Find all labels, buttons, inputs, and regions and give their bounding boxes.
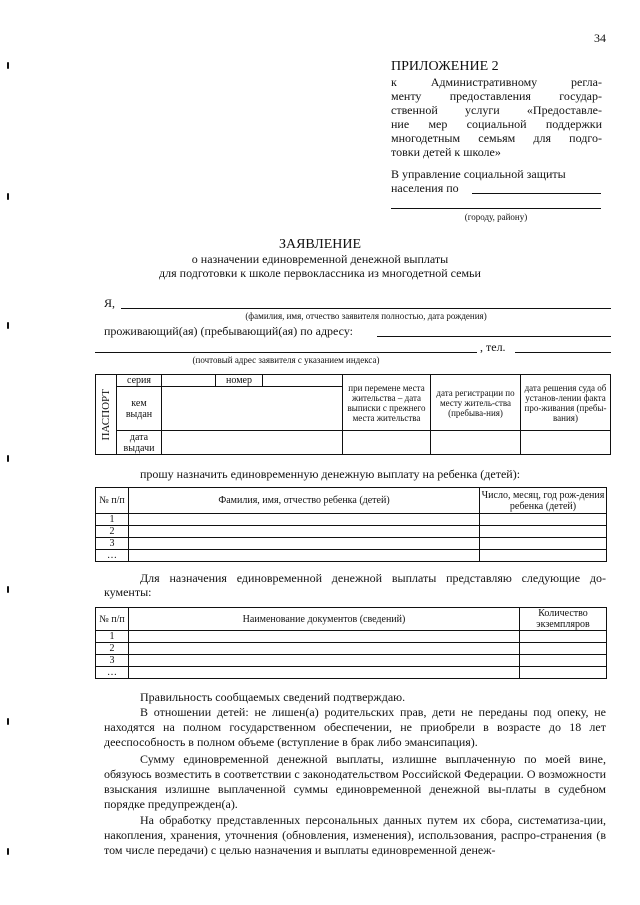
document-name-field[interactable] <box>129 655 520 667</box>
applicant-name-field[interactable] <box>121 308 611 309</box>
addressee-line2: населения по <box>391 181 459 195</box>
row-number: 1 <box>96 514 129 526</box>
passport-table <box>95 374 611 455</box>
row-number: 2 <box>96 643 129 655</box>
passport-number-label: номер <box>216 375 263 387</box>
passport-side-label: ПАСПОРТ <box>100 388 112 441</box>
confirmation-paragraph: Правильность сообщаемых сведений подтверждаю. <box>140 690 406 704</box>
appendix-line: ние мер социальной поддержки <box>391 117 602 131</box>
child-birthdate-field[interactable] <box>480 550 607 562</box>
addressee-line1: В управление социальной защиты <box>391 167 566 181</box>
table-row <box>96 514 607 526</box>
binding-mark <box>7 322 9 329</box>
appendix-line: ственной услуги «Предоставле- <box>391 103 602 117</box>
child-birthdate-field[interactable] <box>480 526 607 538</box>
passport-change-date-field[interactable] <box>343 431 431 455</box>
passport-issued-by-field[interactable] <box>162 387 343 431</box>
binding-mark <box>7 848 9 855</box>
residing-label: проживающий(ая) (пребывающий(ая) по адресу: <box>104 324 354 338</box>
passport-issued-by-label: кем выдан <box>117 387 162 431</box>
document-qty-field[interactable] <box>520 655 607 667</box>
children-table <box>95 487 607 562</box>
child-name-field[interactable] <box>129 538 480 550</box>
i-label: Я, <box>104 296 116 310</box>
appendix-line: многодетным семьям для подго- <box>391 131 602 145</box>
addressee-hint: (городу, району) <box>464 212 528 222</box>
appendix-line: к Административному регла- <box>391 75 602 89</box>
documents-table <box>95 607 607 679</box>
passport-number-field[interactable] <box>263 375 343 387</box>
passport-col-registration: дата регистрации по месту житель-ства (пребыва-ния) <box>431 375 521 431</box>
document-name-field[interactable] <box>129 631 520 643</box>
table-row <box>96 643 607 655</box>
documents-col-num: № п/п <box>96 608 129 631</box>
child-name-field[interactable] <box>129 514 480 526</box>
table-row <box>96 550 607 562</box>
table-row <box>96 631 607 643</box>
table-row <box>96 667 607 679</box>
binding-mark <box>7 455 9 462</box>
passport-col-change: при перемене места жительства – дата выписки с прежнего места жительства <box>343 375 431 431</box>
appendix-line: менту предоставления государ- <box>391 89 602 103</box>
document-qty-field[interactable] <box>520 631 607 643</box>
appendix-line: товки детей к школе» <box>391 145 501 159</box>
document-qty-field[interactable] <box>520 643 607 655</box>
tel-label: , тел. <box>480 340 506 354</box>
row-number: … <box>96 667 129 679</box>
child-name-field[interactable] <box>129 550 480 562</box>
document-title: ЗАЯВЛЕНИЕ <box>278 237 362 252</box>
addressee-field[interactable] <box>472 193 601 194</box>
addressee-field-2[interactable] <box>391 208 601 209</box>
row-number: … <box>96 550 129 562</box>
child-birthdate-field[interactable] <box>480 514 607 526</box>
passport-side-cell <box>96 375 117 455</box>
page-number: 34 <box>594 31 606 45</box>
document-subtitle: для подготовки к школе первоклассника из многодетной семьи <box>159 266 481 280</box>
passport-col-court: дата решения суда об установ-лении факта про-живания (пребы-вания) <box>521 375 611 431</box>
documents-col-qty: Количество экземпляров <box>520 608 607 631</box>
binding-mark <box>7 718 9 725</box>
document-qty-field[interactable] <box>520 667 607 679</box>
address-field[interactable] <box>377 336 611 337</box>
address-field-2[interactable] <box>95 352 477 353</box>
documents-intro: Для назначения единовременной денежной выплаты представляю следующие до-кументы: <box>104 571 606 599</box>
row-number: 3 <box>96 538 129 550</box>
passport-registration-date-field[interactable] <box>431 431 521 455</box>
phone-field[interactable] <box>515 352 611 353</box>
children-col-name: Фамилия, имя, отчество ребенка (детей) <box>129 488 480 514</box>
children-status-paragraph: В отношении детей: не лишен(а) родительских прав, дети не переданы под опеку, не находятся на полном государственном обеспечении, не приобрели в возрасте до 18 лет дееспособность в полном объеме (вступление в брак либо эмансипация). <box>104 705 606 749</box>
passport-court-date-field[interactable] <box>521 431 611 455</box>
child-name-field[interactable] <box>129 526 480 538</box>
document-subtitle: о назначении единовременной денежной выплаты <box>191 252 449 266</box>
child-birthdate-field[interactable] <box>480 538 607 550</box>
refund-paragraph: Сумму единовременной денежной выплаты, излишне выплаченную по моей вине, обязуюсь возместить в соответствии с законодательством Российской Федерации. О возможности взыскания излишне выплаченной суммы единовременной денежной вы-платы в судебном порядке предупрежден(а). <box>104 752 606 811</box>
children-intro: прошу назначить единовременную денежную выплату на ребенка (детей): <box>140 467 521 481</box>
table-row <box>96 655 607 667</box>
appendix-block <box>391 58 602 159</box>
passport-series-label: серия <box>117 375 162 387</box>
binding-mark <box>7 62 9 69</box>
table-row <box>96 526 607 538</box>
binding-mark <box>7 586 9 593</box>
passport-issue-date-field[interactable] <box>162 431 343 455</box>
passport-issue-date-label: дата выдачи <box>117 431 162 455</box>
passport-series-field[interactable] <box>162 375 216 387</box>
row-number: 2 <box>96 526 129 538</box>
personal-data-paragraph: На обработку представленных персональных данных путем их сбора, систематиза-ции, накопления, хранения, уточнения (обновления, изменения), использования, распро-странения (в том числе передачи) с целью назначения и выплаты единовременной денеж- <box>104 813 606 857</box>
name-hint: (фамилия, имя, отчество заявителя полностью, дата рождения) <box>245 311 487 321</box>
children-col-num: № п/п <box>96 488 129 514</box>
address-hint: (почтовый адрес заявителя с указанием индекса) <box>192 355 380 365</box>
row-number: 1 <box>96 631 129 643</box>
table-row <box>96 538 607 550</box>
children-col-date: Число, месяц, год рож-дения ребенка (детей) <box>480 488 607 514</box>
row-number: 3 <box>96 655 129 667</box>
binding-mark <box>7 193 9 200</box>
document-name-field[interactable] <box>129 643 520 655</box>
documents-col-name: Наименование документов (сведений) <box>129 608 520 631</box>
document-name-field[interactable] <box>129 667 520 679</box>
appendix-title: ПРИЛОЖЕНИЕ 2 <box>391 59 499 74</box>
